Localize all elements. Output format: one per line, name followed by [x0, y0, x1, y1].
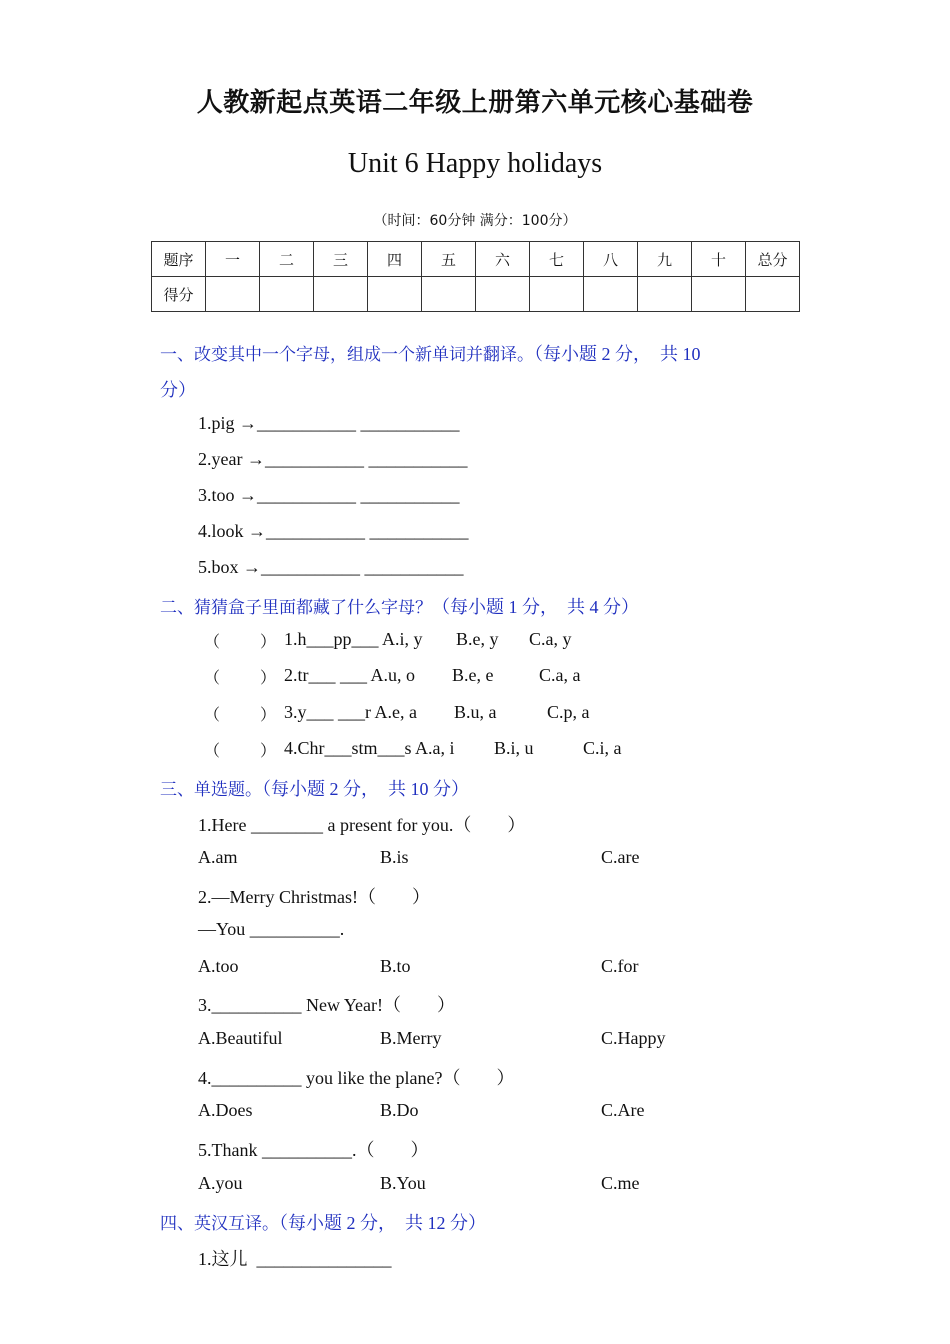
- score-input-cell[interactable]: [638, 277, 692, 312]
- score-header-cell: 十: [692, 242, 746, 277]
- section-2-question: 4.Chr___stm___s A.a, i: [284, 738, 455, 758]
- section-1-item: 4.look →___________ ___________: [198, 521, 469, 541]
- section-2-title: 二、猜猜盒子里面都藏了什么字母？: [160, 598, 432, 618]
- score-input-cell[interactable]: [206, 277, 260, 312]
- score-header-cell: 总分: [746, 242, 800, 277]
- option-b: B.i, u: [494, 738, 534, 758]
- section-2-points: （每小题 1 分， 共 4 分）: [432, 597, 639, 617]
- section-2-question: 3.y___ ___r A.e, a: [284, 702, 417, 722]
- answer-paren: （ ）: [204, 707, 277, 724]
- score-input-cell[interactable]: [584, 277, 638, 312]
- score-table-score-row: [152, 277, 800, 312]
- option-a: A.am: [198, 847, 238, 867]
- option-c: C.are: [601, 847, 640, 867]
- option-b: B.You: [380, 1173, 426, 1193]
- option-b: B.is: [380, 847, 409, 867]
- score-input-cell[interactable]: [692, 277, 746, 312]
- section-1-item: 2.year →___________ ___________: [198, 449, 468, 469]
- score-header-cell: 题序: [152, 242, 206, 277]
- option-c: C.p, a: [547, 702, 590, 722]
- option-a: A.Does: [198, 1100, 253, 1120]
- option-b: B.e, e: [452, 665, 494, 685]
- option-c: C.a, a: [539, 665, 581, 685]
- score-header-cell: 六: [476, 242, 530, 277]
- section-4-points: （每小题 2 分， 共 12 分）: [279, 1213, 486, 1233]
- section-1-item: 1.pig →___________ ___________: [198, 413, 460, 433]
- section-1-points-continued: 分）: [160, 380, 196, 400]
- score-input-cell[interactable]: [314, 277, 368, 312]
- score-header-cell: 八: [584, 242, 638, 277]
- section-1-title: 一、改变其中一个字母，组成一个新单词并翻译。: [160, 345, 534, 365]
- section-4-heading: [160, 1209, 486, 1235]
- score-input-cell[interactable]: [476, 277, 530, 312]
- score-input-cell[interactable]: [422, 277, 476, 312]
- score-table-header-row: [152, 242, 800, 277]
- option-b: B.to: [380, 956, 411, 976]
- option-c: C.i, a: [583, 738, 622, 758]
- section-2-question: 1.h___pp___ A.i, y: [284, 629, 423, 649]
- score-header-cell: 四: [368, 242, 422, 277]
- option-c: C.me: [601, 1173, 640, 1193]
- mc-question-4: 4.__________ you like the plane?（ ）: [198, 1068, 515, 1088]
- mc-question-2: 2.—Merry Christmas!（ ）: [198, 887, 430, 907]
- answer-paren: （ ）: [204, 670, 277, 687]
- option-b: B.Merry: [380, 1028, 442, 1048]
- section-2-heading: [160, 593, 639, 619]
- section-2-question: 2.tr___ ___ A.u, o: [284, 665, 416, 685]
- score-header-cell: 一: [206, 242, 260, 277]
- mc-question-3: 3.__________ New Year!（ ）: [198, 995, 455, 1015]
- option-b: B.e, y: [456, 629, 499, 649]
- score-row-label: 得分: [152, 277, 206, 312]
- answer-paren: （ ）: [204, 634, 277, 651]
- option-a: A.too: [198, 956, 239, 976]
- option-b: B.Do: [380, 1100, 419, 1120]
- section-1-item: 3.too →___________ ___________: [198, 485, 460, 505]
- score-header-cell: 九: [638, 242, 692, 277]
- option-b: B.u, a: [454, 702, 497, 722]
- score-table: [151, 241, 800, 312]
- section-3-points: （每小题 2 分， 共 10 分）: [262, 779, 469, 799]
- section-1-heading: [160, 340, 701, 366]
- option-a: A.you: [198, 1173, 243, 1193]
- mc-question-5: 5.Thank __________.（ ）: [198, 1140, 429, 1160]
- score-header-cell: 二: [260, 242, 314, 277]
- option-c: C.Are: [601, 1100, 645, 1120]
- section-1-points: （每小题 2 分， 共 10: [534, 344, 701, 364]
- option-a: A.Beautiful: [198, 1028, 283, 1048]
- section-1-item: 5.box →___________ ___________: [198, 557, 464, 577]
- score-input-cell[interactable]: [368, 277, 422, 312]
- option-c: C.for: [601, 956, 639, 976]
- score-input-cell[interactable]: [530, 277, 584, 312]
- mc-question-2-reply: —You __________.: [198, 919, 345, 939]
- score-header-cell: 三: [314, 242, 368, 277]
- score-header-cell: 五: [422, 242, 476, 277]
- option-c: C.Happy: [601, 1028, 666, 1048]
- section-4-title: 四、英汉互译。: [160, 1214, 279, 1234]
- unit-subtitle: Unit 6 Happy holidays: [347, 148, 603, 179]
- section-3-title: 三、单选题。: [160, 780, 262, 800]
- answer-paren: （ ）: [204, 743, 277, 760]
- section-3-heading: [160, 775, 469, 801]
- mc-question-1: 1.Here ________ a present for you.（ ）: [198, 815, 526, 835]
- option-c: C.a, y: [529, 629, 572, 649]
- score-header-cell: 七: [530, 242, 584, 277]
- score-input-cell[interactable]: [260, 277, 314, 312]
- score-input-cell[interactable]: [746, 277, 800, 312]
- exam-time-note: （时间：60分钟 满分：100分）: [373, 213, 577, 229]
- translation-item: 1.这儿 _______________: [198, 1249, 392, 1269]
- page-title: 人教新起点英语二年级上册第六单元核心基础卷: [196, 88, 754, 118]
